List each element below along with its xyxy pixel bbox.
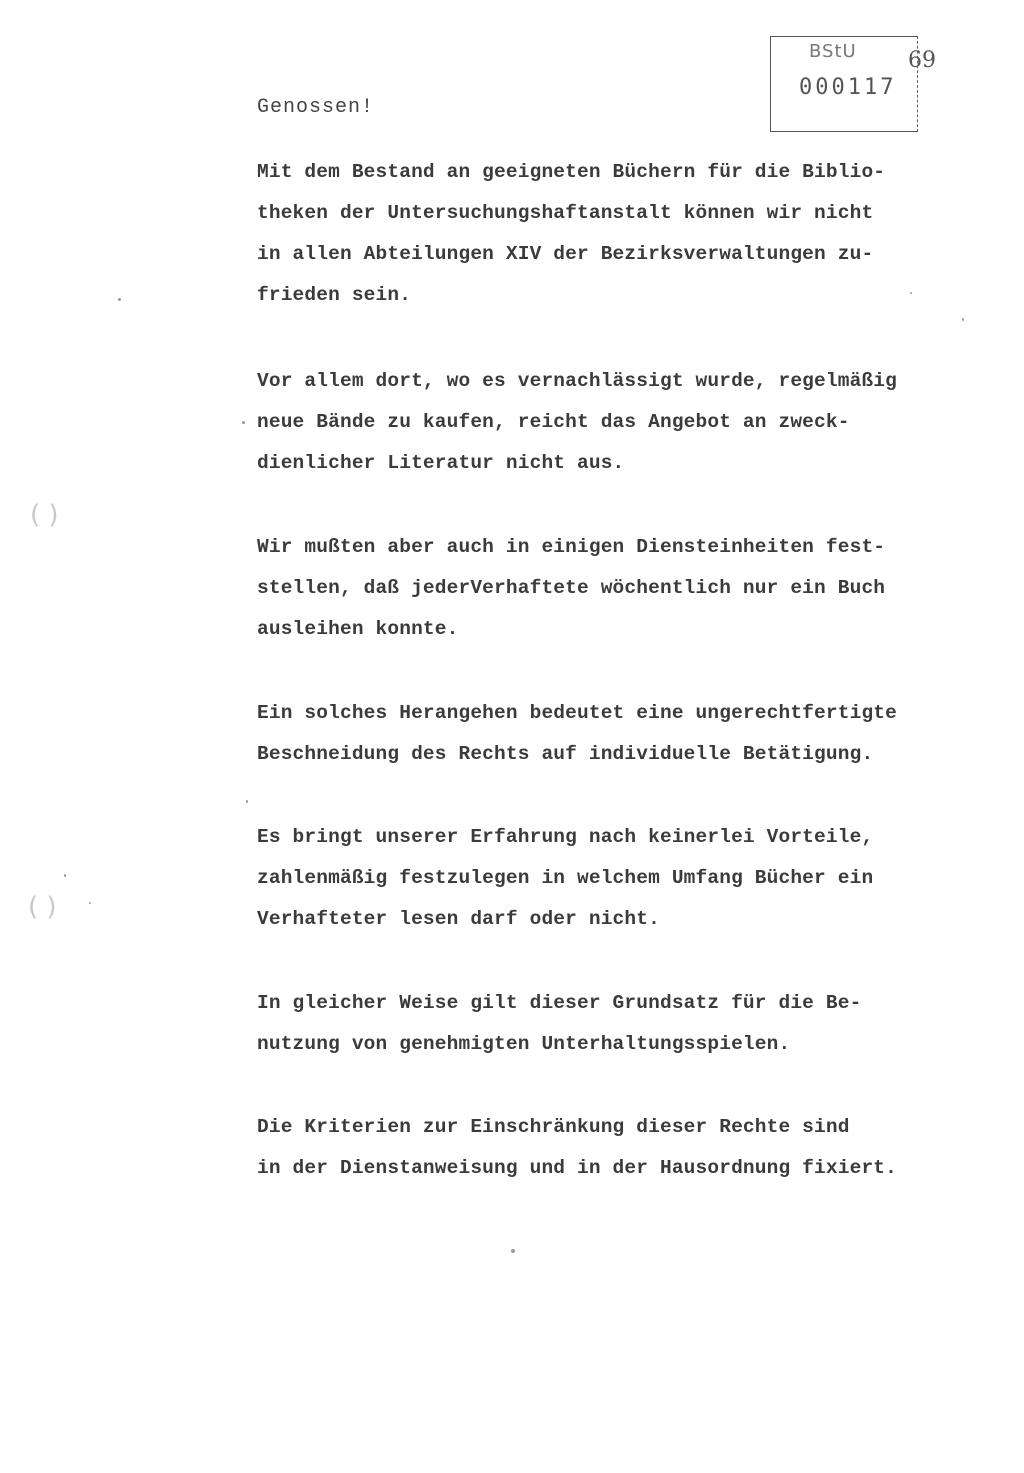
paragraph-line: Die Kriterien zur Einschränkung dieser Rechte sind <box>257 1116 850 1138</box>
page-number: 69 <box>908 48 936 73</box>
paragraph-line: Verhafteter lesen darf oder nicht. <box>257 908 660 930</box>
paragraph-line: Vor allem dort, wo es vernachlässigt wurde, regelmäßig <box>257 370 898 392</box>
paragraph-line: ausleihen konnte. <box>257 618 459 640</box>
paragraph-1 <box>257 152 957 316</box>
paragraph-line: in allen Abteilungen XIV der Bezirksverwaltungen zu- <box>257 243 874 265</box>
greeting: Genossen! <box>257 96 375 119</box>
scan-speck <box>64 874 66 877</box>
paragraph-line: dienlicher Literatur nicht aus. <box>257 452 625 474</box>
paragraph-line: nutzung von genehmigten Unterhaltungsspielen. <box>257 1033 791 1055</box>
punch-hole-mark: ( ) <box>30 500 59 530</box>
scan-speck <box>511 1249 515 1253</box>
paragraph-line: Mit dem Bestand an geeigneten Büchern für die Biblio- <box>257 161 886 183</box>
scan-speck <box>910 292 912 294</box>
paragraph-2 <box>257 361 957 484</box>
paragraph-line: Es bringt unserer Erfahrung nach keinerlei Vorteile, <box>257 826 874 848</box>
paragraph-line: In gleicher Weise gilt dieser Grundsatz für die Be- <box>257 992 862 1014</box>
stamp-archive-number: 000117 <box>799 75 897 100</box>
paragraph-3 <box>257 527 957 650</box>
paragraph-7 <box>257 1107 957 1189</box>
paragraph-line: frieden sein. <box>257 284 412 306</box>
paragraph-4 <box>257 693 957 775</box>
paragraph-line: in der Dienstanweisung und in der Hausordnung fixiert. <box>257 1157 898 1179</box>
paragraph-line: Beschneidung des Rechts auf individuelle Betätigung. <box>257 743 874 765</box>
paragraph-line: zahlenmäßig festzulegen in welchem Umfang Bücher ein <box>257 867 874 889</box>
paragraph-6 <box>257 983 957 1065</box>
paragraph-5 <box>257 817 957 940</box>
scan-speck <box>962 318 964 321</box>
scan-speck <box>242 421 245 424</box>
paragraph-line: stellen, daß jederVerhaftete wöchentlich nur ein Buch <box>257 577 886 599</box>
paragraph-line: Ein solches Herangehen bedeutet eine ungerechtfertigte <box>257 702 898 724</box>
scan-speck <box>118 298 121 301</box>
paragraph-line: Wir mußten aber auch in einigen Diensteinheiten fest- <box>257 536 886 558</box>
paragraph-line: theken der Untersuchungshaftanstalt können wir nicht <box>257 202 874 224</box>
paragraph-line: neue Bände zu kaufen, reicht das Angebot an zweck- <box>257 411 850 433</box>
scan-speck <box>246 800 248 803</box>
archive-stamp <box>770 36 918 132</box>
stamp-organization: BStU <box>809 41 857 62</box>
scan-speck <box>89 902 91 904</box>
punch-hole-mark: ( ) <box>28 892 57 922</box>
